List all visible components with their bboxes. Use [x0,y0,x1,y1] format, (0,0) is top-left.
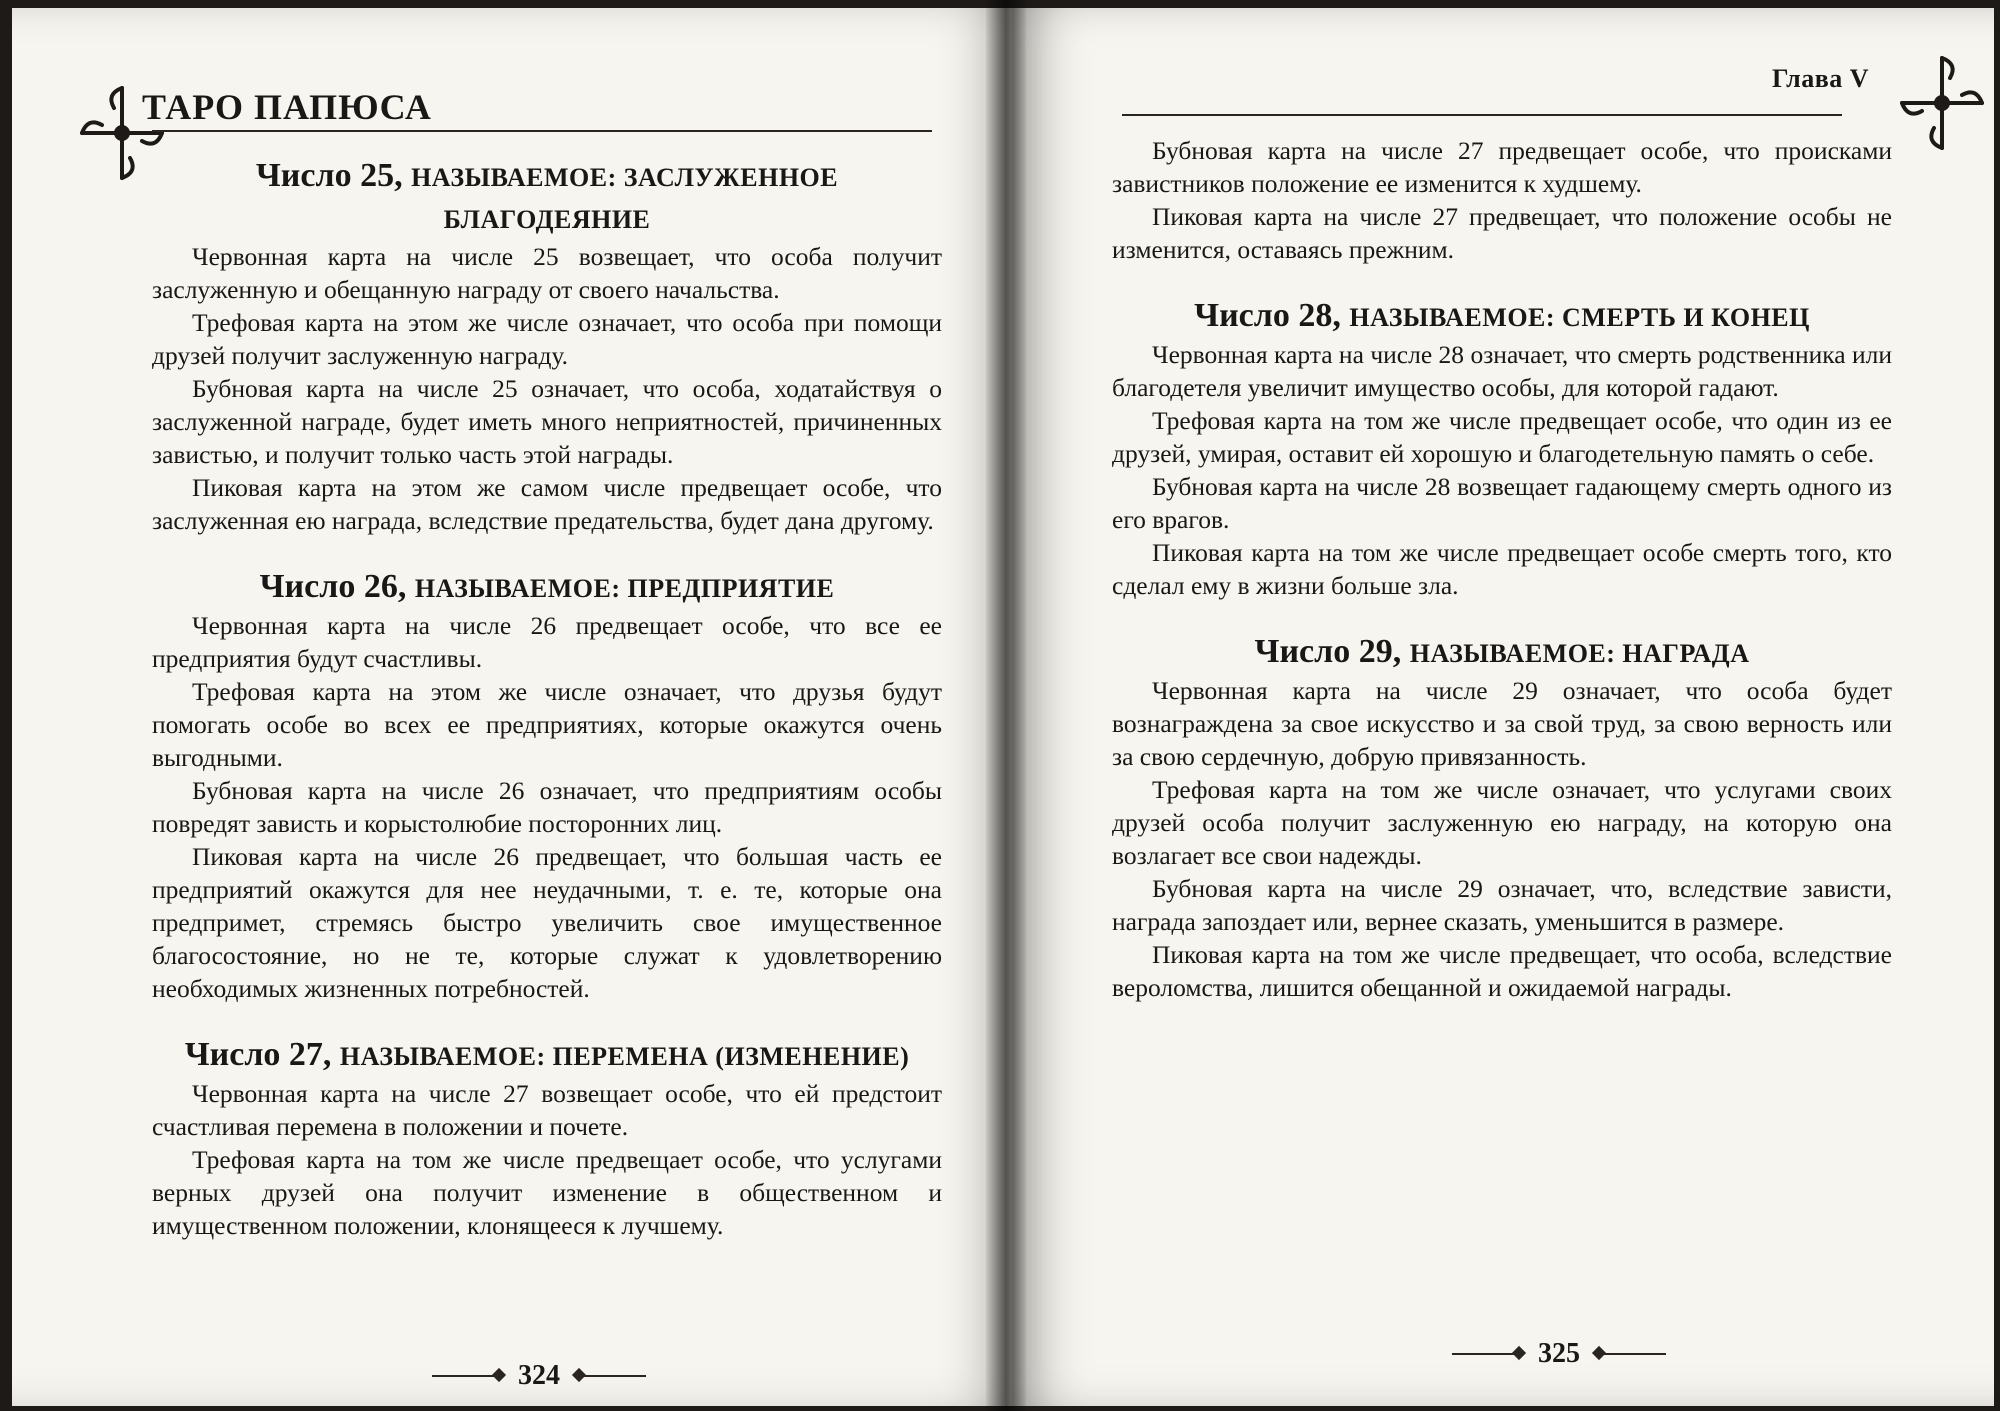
folio-arrow-icon [576,1375,646,1377]
paragraph: Пиковая карта на этом же самом числе предвещает особе, что заслуженная ею награда, вследствие предательства, будет дана другому. [152,473,942,535]
section-heading-26 [152,567,942,609]
paragraph: Бубновая карта на числе 27 предвещает особе, что происками завистников положение ее изменится к худшему. [1112,136,1892,198]
paragraph: Пиковая карта на числе 26 предвещает, что большая часть ее предприятий окажутся для нее неудачными, т. е. те, которые она предпримет, стремясь быстро увеличить свое имущественное благосостояние, но не те, которые служат к удовлетворению необходимых жизненных потребностей. [152,842,942,1003]
right-page-body [1112,134,1892,1004]
heading-number: Число 29, [1254,633,1402,670]
left-page-body [152,156,942,1242]
page-number-left [432,1360,646,1392]
book-gutter [986,0,1026,1411]
heading-title: НАЗЫВАЕМОЕ: ЗАСЛУЖЕННОЕ БЛАГОДЕЯНИЕ [411,163,839,234]
paragraph: Червонная карта на числе 28 означает, что смерть родственника или благодетеля увеличит имущество особы, для которой гадают. [1112,340,1892,402]
heading-number: Число 27, [184,1036,332,1073]
paragraph: Трефовая карта на том же числе означает, что услугами своих друзей особа получит заслуженную ею награду, на которую она возлагает все свои надежды. [1112,775,1892,870]
fleuron-ornament-icon [1892,48,1992,158]
heading-title: НАЗЫВАЕМОЕ: СМЕРТЬ И КОНЕЦ [1349,303,1810,332]
page-number: 325 [1538,1338,1580,1369]
section-heading-28 [1112,296,1892,338]
paragraph: Бубновая карта на числе 29 означает, что, вследствие зависти, награда запоздает или, вернее сказать, уменьшится в размере. [1112,874,1892,936]
page-number-right [1452,1338,1666,1370]
heading-number: Число 25, [255,157,403,194]
section-heading-25 [152,156,942,240]
paragraph: Трефовая карта на этом же числе означает, что особа при помощи друзей получит заслуженную награду. [152,308,942,370]
section-heading-29 [1112,632,1892,674]
page-number: 324 [518,1360,560,1391]
folio-arrow-icon [1452,1353,1522,1355]
folio-arrow-icon [1596,1353,1666,1355]
paragraph: Бубновая карта на числе 25 означает, что особа, ходатайствуя о заслуженной награде, будет иметь много неприятностей, причиненных завистью, и получит только часть этой награды. [152,374,942,469]
heading-title: НАЗЫВАЕМОЕ: ПЕРЕМЕНА (ИЗМЕНЕНИЕ) [339,1042,910,1071]
paragraph: Трефовая карта на том же числе предвещает особе, что услугами верных друзей она получит изменение в общественном и имущественном положении, клонящееся к лучшему. [152,1145,942,1240]
folio-arrow-icon [432,1375,502,1377]
paragraph: Червонная карта на числе 29 означает, что особа будет вознаграждена за свое искусство и за свой труд, за свою верность или за свою сердечную, добрую привязанность. [1112,676,1892,771]
paragraph: Червонная карта на числе 26 предвещает особе, что все ее предприятия будут счастливы. [152,611,942,673]
header-rule-right [1122,114,1842,116]
paragraph: Бубновая карта на числе 28 возвещает гадающему смерть одного из его врагов. [1112,472,1892,534]
heading-number: Число 28, [1194,297,1341,334]
heading-number: Число 26, [259,568,407,605]
paragraph: Трефовая карта на том же числе предвещает особе, что один из ее друзей, умирая, оставит ей хорошую и благодетельную память о себе. [1112,406,1892,468]
paragraph: Червонная карта на числе 27 возвещает особе, что ей предстоит счастливая перемена в положении и почете. [152,1079,942,1141]
paragraph: Трефовая карта на этом же числе означает, что друзья будут помогать особе во всех ее предприятиях, которые окажутся очень выгодными. [152,677,942,772]
paragraph: Пиковая карта на том же числе предвещает, что особа, вследствие вероломства, лишится обещанной и ожидаемой награды. [1112,940,1892,1002]
running-head-left: ТАРО ПАПЮСА [142,87,432,127]
right-page [1012,8,1994,1406]
header-rule-left [152,130,932,132]
paragraph: Пиковая карта на числе 27 предвещает, что положение особы не изменится, оставаясь прежним. [1112,202,1892,264]
running-head-right: Глава V [1772,64,1870,93]
paragraph: Пиковая карта на том же числе предвещает особе смерть того, кто сделал ему в жизни больше зла. [1112,538,1892,600]
heading-title: НАЗЫВАЕМОЕ: ПРЕДПРИЯТИЕ [414,574,835,603]
paragraph: Бубновая карта на числе 26 означает, что предприятиям особы повредят зависть и корыстолюбие посторонних лиц. [152,776,942,838]
paragraph: Червонная карта на числе 25 возвещает, что особа получит заслуженную и обещанную награду от своего начальства. [152,242,942,304]
left-page [12,8,1012,1406]
section-heading-27 [152,1035,942,1077]
heading-title: НАЗЫВАЕМОЕ: НАГРАДА [1409,639,1750,668]
